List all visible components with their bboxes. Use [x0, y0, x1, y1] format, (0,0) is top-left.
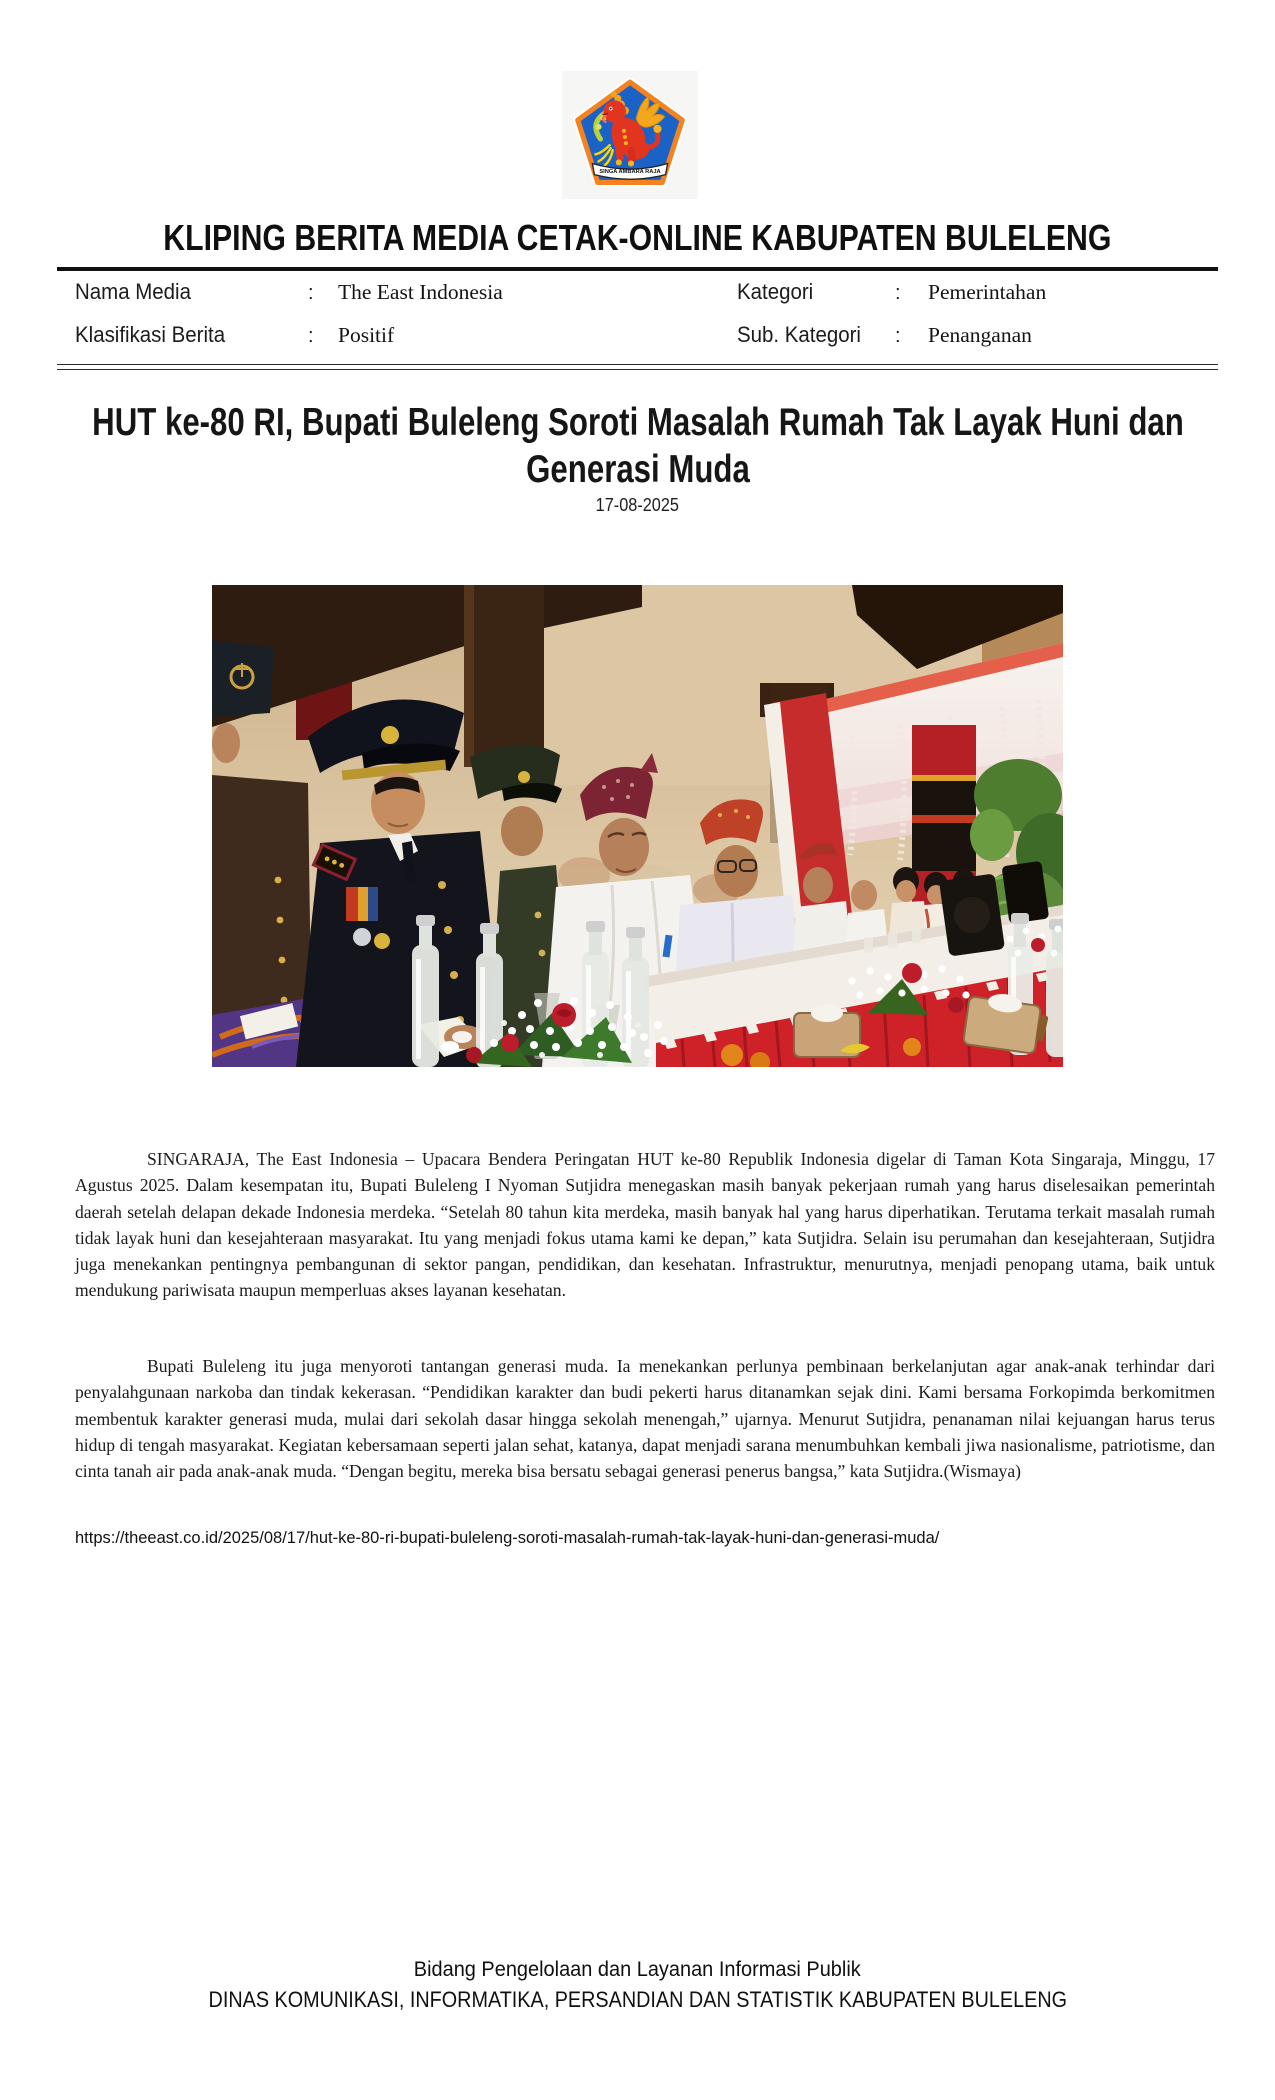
page-title: KLIPING BERITA MEDIA CETAK-ONLINE KABUPATEN BULELENG — [163, 217, 1112, 258]
meta-label-sub-kategori: Sub. Kategori — [737, 322, 861, 347]
meta-value-nama-media: The East Indonesia — [338, 280, 503, 304]
meta-table — [75, 279, 1218, 365]
article-source-url[interactable]: https://theeast.co.id/2025/08/17/hut-ke-80-ri-bupati-buleleng-soroti-masalah-rumah-tak-layak-huni-dan-generasi-muda/ — [75, 1528, 940, 1547]
meta-value-klasifikasi: Positif — [338, 323, 395, 347]
meta-colon: : — [308, 325, 314, 347]
article-paragraph-2: Bupati Buleleng itu juga menyoroti tantangan generasi muda. Ia menekankan perlunya pembinaan berkelanjutan agar anak-anak terhindar dari penyalahgunaan narkoba dan tindak kekerasan. “Pendidikan karakter dan budi pekerti harus ditanamkan sejak dini. Kami bersama Forkopimda berkomitmen membentuk karakter generasi muda, mulai dari sekolah dasar hingga sekolah menengah,” ujarnya. Menurut Sutjidra, penanaman nilai kejuangan harus terus hidup di tengah masyarakat. Kegiatan kebersamaan seperti jalan sehat, katanya, dapat menjadi sarana menumbuhkan kembali jiwa nasionalisme, patriotisme, dan cinta tanah air pada anak-anak muda. “Dengan begitu, mereka bisa bersatu sebagai generasi penerus bangsa,” kata Sutjidra.(Wismaya) — [75, 1356, 1215, 1482]
meta-row-2 — [75, 322, 1218, 365]
article-photo — [212, 585, 1063, 1067]
singa-ambara-raja-emblem-icon — [569, 74, 691, 196]
meta-colon: : — [308, 282, 314, 304]
article-title: HUT ke-80 RI, Bupati Buleleng Soroti Masalah Rumah Tak Layak Huni dan Generasi Muda — [91, 401, 1184, 491]
ceremony-photo-illustration — [212, 585, 1063, 1067]
logo-banner-text: SINGA AMBARA RAJA — [599, 169, 661, 176]
meta-label-nama-media: Nama Media — [75, 279, 191, 304]
meta-label-klasifikasi: Klasifikasi Berita — [75, 322, 226, 347]
meta-value-kategori: Pemerintahan — [928, 280, 1047, 304]
meta-label-kategori: Kategori — [737, 279, 814, 304]
meta-colon: : — [895, 325, 901, 347]
meta-value-sub-kategori: Penanganan — [928, 323, 1032, 347]
article-date: 17-08-2025 — [595, 494, 680, 515]
header-rule-bottom — [57, 364, 1218, 370]
footer-bidang: Bidang Pengelolaan dan Layanan Informasi Publik — [413, 1958, 861, 1981]
header-rule-top — [57, 267, 1218, 271]
meta-row-1 — [75, 279, 1218, 322]
article-paragraph-1: SINGARAJA, The East Indonesia – Upacara Bendera Peringatan HUT ke-80 Republik Indonesia digelar di Taman Kota Singaraja, Minggu, 17 Agustus 2025. Dalam kesempatan itu, Bupati Buleleng I Nyoman Sutjidra menegaskan masih banyak pekerjaan rumah yang harus diselesaikan pemerintah daerah setelah delapan dekade Indonesia merdeka. “Setelah 80 tahun kita merdeka, masih banyak hal yang harus diperhatikan. Terutama terkait masalah rumah tidak layak huni dan kesejahteraan masyarakat. Itu yang menjadi fokus utama kami ke depan,” kata Sutjidra. Selain isu perumahan dan kesejahteraan, Sutjidra juga menekankan pentingnya pembangunan di sektor pangan, pendidikan, dan kesehatan. Infrastruktur, menurutnya, menjadi penopang utama, baik untuk mendukung pariwisata maupun memperluas akses layanan kesehatan. — [75, 1149, 1215, 1301]
meta-colon: : — [895, 282, 901, 304]
footer-dinas: DINAS KOMUNIKASI, INFORMATIKA, PERSANDIAN DAN STATISTIK KABUPATEN BULELENG — [208, 1987, 1067, 2012]
buleleng-logo — [562, 71, 698, 199]
page-footer — [0, 1958, 1275, 2013]
